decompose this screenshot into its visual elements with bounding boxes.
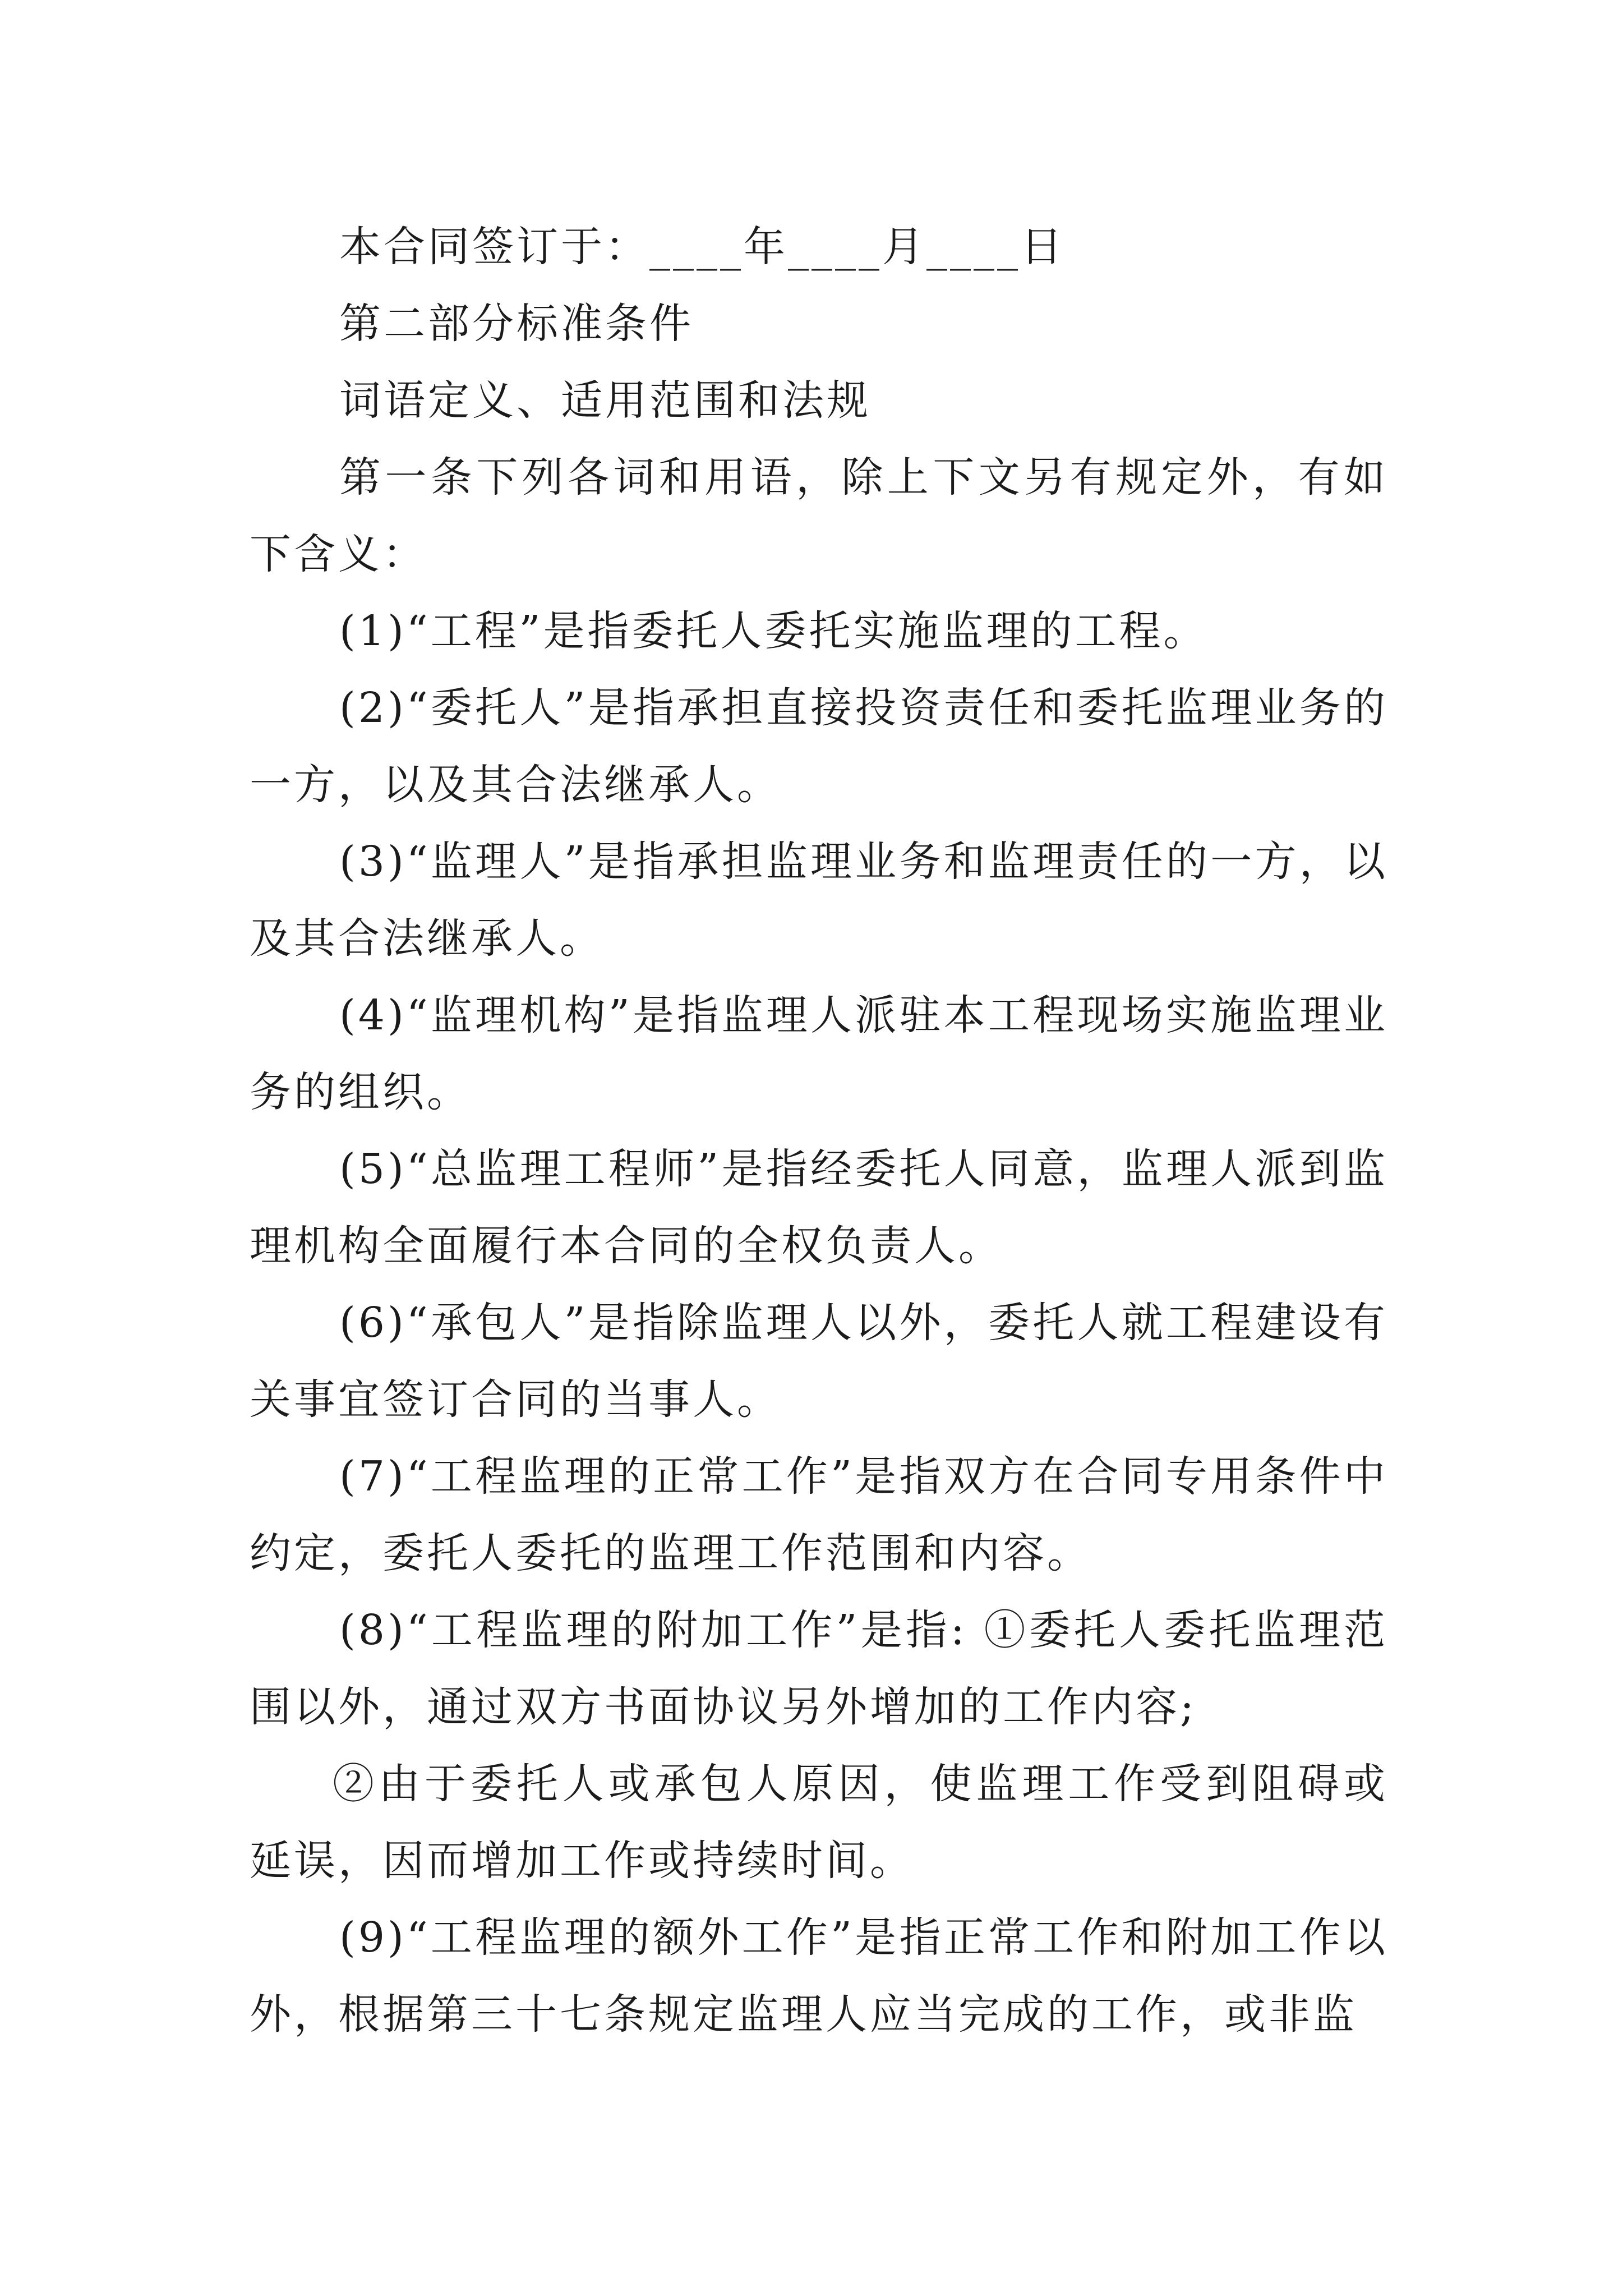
subsection-heading: 词语定义、适用范围和法规 — [339, 376, 871, 425]
section-heading: 第二部分标准条件 — [339, 300, 694, 348]
definition-8: (8)“工程监理的附加工作”是指: ①委托人委托监理范围以外，通过双方书面协议另外增加的工作内容; — [250, 1606, 1388, 1731]
definition-1: (1)“工程”是指委托人委托实施监理的工程。 — [339, 607, 1208, 655]
definition-5: (5)“总监理工程师”是指经委托人同意，监理人派到监理机构全面履行本合同的全权负责人。 — [250, 1145, 1388, 1270]
definition-6: (6)“承包人”是指除监理人以外，委托人就工程建设有关事宜签订合同的当事人。 — [250, 1299, 1388, 1424]
definition-2: (2)“委托人”是指承担直接投资责任和委托监理业务的一方，以及其合法继承人。 — [250, 684, 1388, 809]
article-1-intro: 第一条下列各词和用语，除上下文另有规定外，有如下含义： — [250, 453, 1388, 578]
contract-body — [250, 209, 1388, 2053]
definition-4: (4)“监理机构”是指监理人派驻本工程现场实施监理业务的组织。 — [250, 991, 1388, 1116]
definition-9: (9)“工程监理的额外工作”是指正常工作和附加工作以外，根据第三十七条规定监理人应当完成的工作，或非监 — [250, 1913, 1388, 2039]
definition-8-item-2: ②由于委托人或承包人原因，使监理工作受到阻碍或延误，因而增加工作或持续时间。 — [250, 1760, 1388, 1885]
definition-7: (7)“工程监理的正常工作”是指双方在合同专用条件中约定，委托人委托的监理工作范围和内容。 — [250, 1452, 1388, 1577]
signing-date-line: 本合同签订于：____年____月____日 — [339, 223, 1065, 271]
definition-3: (3)“监理人”是指承担监理业务和监理责任的一方，以及其合法继承人。 — [250, 838, 1388, 963]
